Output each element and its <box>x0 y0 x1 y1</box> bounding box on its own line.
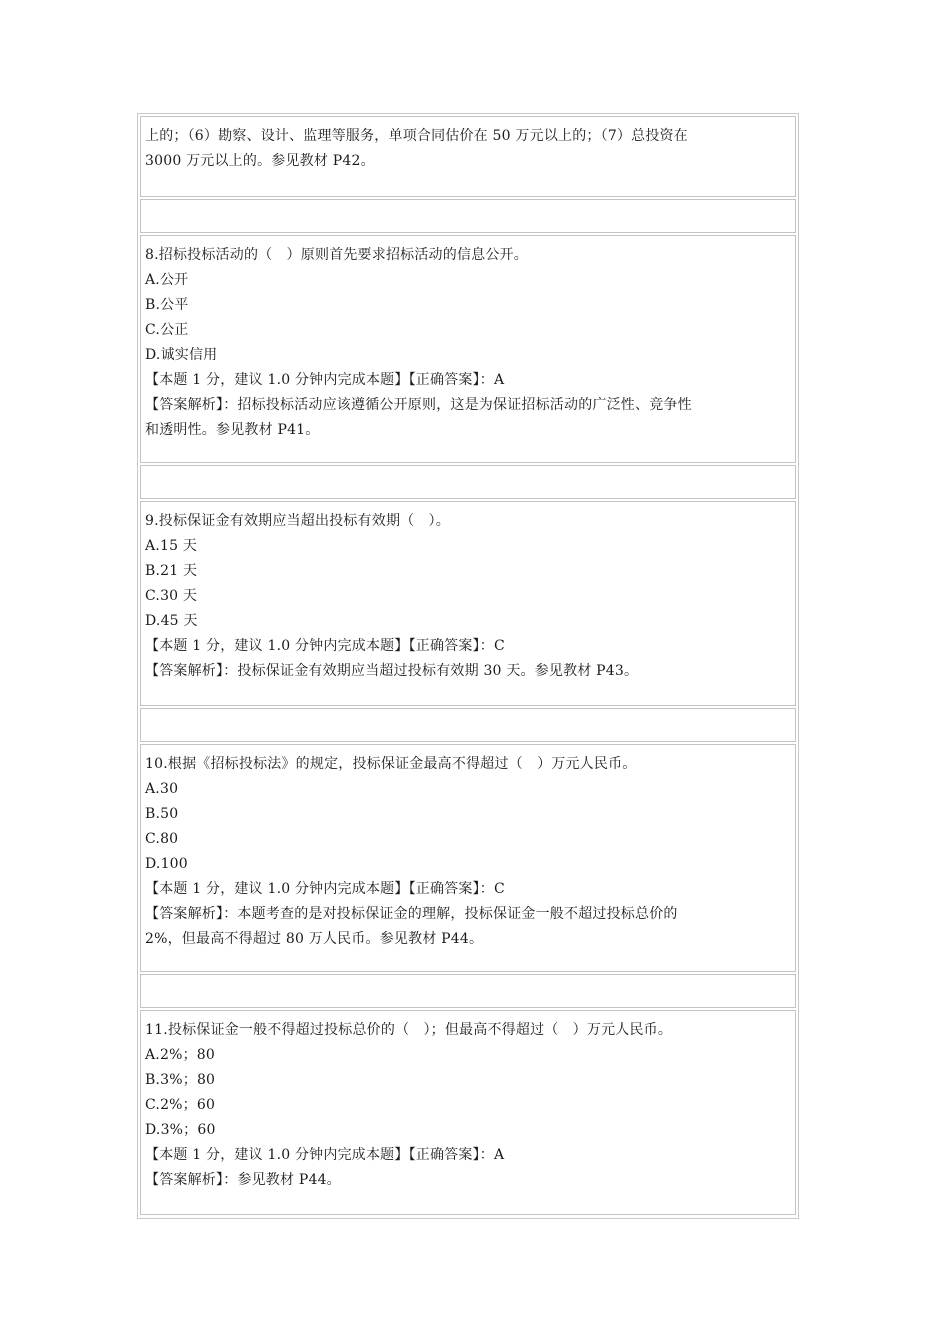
option-c: C.30 天 <box>145 588 198 604</box>
analysis-line: 上的；（6）勘察、设计、监理等服务，单项合同估价在 50 万元以上的；（7）总投资在 <box>145 128 688 144</box>
option-b: B.21 天 <box>145 563 198 579</box>
spacer-row <box>140 708 796 742</box>
analysis-line: 3000 万元以上的。参见教材 P42。 <box>145 153 375 169</box>
question-table <box>137 113 799 1219</box>
option-a: A.公开 <box>145 272 189 288</box>
option-a: A.30 <box>145 781 179 797</box>
question-text: 8.招标投标活动的（ ）原则首先要求招标活动的信息公开。 <box>145 247 528 263</box>
question-text: 11.投标保证金一般不得超过投标总价的（ ）；但最高不得超过（ ）万元人民币。 <box>145 1022 673 1038</box>
option-b: B.50 <box>145 806 179 822</box>
option-c: C.80 <box>145 831 179 847</box>
question-10-row <box>140 744 796 972</box>
option-a: A.2%；80 <box>145 1047 215 1063</box>
option-d: D.45 天 <box>145 613 198 629</box>
option-c: C.公正 <box>145 322 189 338</box>
option-d: D.诚实信用 <box>145 347 218 363</box>
spacer-row <box>140 199 796 233</box>
option-b: B.公平 <box>145 297 189 313</box>
spacer-row <box>140 465 796 499</box>
question-11-row <box>140 1010 796 1215</box>
analysis-line: 【答案解析】：本题考查的是对投标保证金的理解，投标保证金一般不超过投标总价的 <box>145 906 678 922</box>
analysis-line: 【答案解析】：参见教材 P44。 <box>145 1172 341 1188</box>
question-text: 9.投标保证金有效期应当超出投标有效期（ ）。 <box>145 513 450 529</box>
option-a: A.15 天 <box>145 538 198 554</box>
option-b: B.3%；80 <box>145 1072 216 1088</box>
score-and-answer: 【本题 1 分，建议 1.0 分钟内完成本题】【正确答案】：A <box>145 372 505 388</box>
option-c: C.2%；60 <box>145 1097 216 1113</box>
analysis-line: 【答案解析】：招标投标活动应该遵循公开原则，这是为保证招标活动的广泛性、竞争性 <box>145 397 692 413</box>
option-d: D.3%；60 <box>145 1122 216 1138</box>
option-d: D.100 <box>145 856 188 872</box>
question-text: 10.根据《招标投标法》的规定，投标保证金最高不得超过（ ）万元人民币。 <box>145 756 637 772</box>
spacer-row <box>140 974 796 1008</box>
analysis-line: 和透明性。参见教材 P41。 <box>145 422 320 438</box>
analysis-line: 2%，但最高不得超过 80 万人民币。参见教材 P44。 <box>145 931 484 947</box>
question-7-tail-row <box>140 116 796 197</box>
question-9-row <box>140 501 796 706</box>
score-and-answer: 【本题 1 分，建议 1.0 分钟内完成本题】【正确答案】：C <box>145 881 505 897</box>
analysis-line: 【答案解析】：投标保证金有效期应当超过投标有效期 30 天。参见教材 P43。 <box>145 663 639 679</box>
score-and-answer: 【本题 1 分，建议 1.0 分钟内完成本题】【正确答案】：A <box>145 1147 505 1163</box>
question-8-row <box>140 235 796 463</box>
score-and-answer: 【本题 1 分，建议 1.0 分钟内完成本题】【正确答案】：C <box>145 638 505 654</box>
